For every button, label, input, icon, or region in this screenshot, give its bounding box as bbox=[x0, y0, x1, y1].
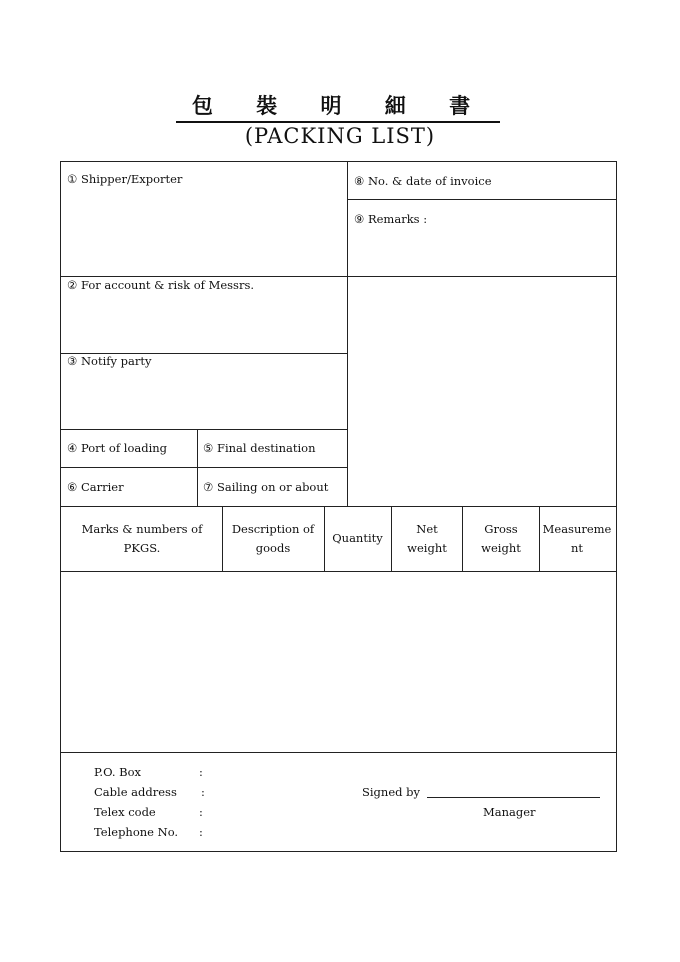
invoice-label: ⑧ No. & date of invoice bbox=[354, 174, 492, 188]
header-measurement: Measurement bbox=[542, 521, 612, 555]
header-gross-weight: Gross weight bbox=[481, 521, 521, 555]
header-quantity: Quantity bbox=[332, 531, 383, 545]
divider-table-header-bottom bbox=[60, 571, 617, 572]
sailing-label: ⑦ Sailing on or about bbox=[203, 480, 329, 494]
final-destination-label: ⑤ Final destination bbox=[203, 441, 316, 455]
signed-by-label: Signed by bbox=[362, 785, 421, 799]
signature-line bbox=[427, 797, 600, 798]
notify-label: ③ Notify party bbox=[67, 354, 152, 368]
cable-address-label: Cable address bbox=[94, 785, 177, 799]
col-divider-5 bbox=[539, 506, 540, 571]
header-marks: Marks & numbers of PKGS. bbox=[81, 521, 203, 555]
carrier-label: ⑥ Carrier bbox=[67, 480, 124, 494]
port-loading-label: ④ Port of loading bbox=[67, 441, 168, 455]
cable-address-colon: : bbox=[201, 785, 205, 799]
divider-port-destination bbox=[197, 429, 198, 506]
title-english: (PACKING LIST) bbox=[244, 124, 436, 148]
divider-invoice-remarks bbox=[347, 199, 617, 200]
telephone-colon: : bbox=[199, 825, 203, 839]
divider-shipper-account bbox=[60, 276, 617, 277]
telephone-label: Telephone No. bbox=[94, 825, 179, 839]
divider-left-right bbox=[347, 161, 348, 506]
po-box-label: P.O. Box bbox=[94, 765, 141, 779]
col-divider-3 bbox=[391, 506, 392, 571]
remarks-label: ⑨ Remarks : bbox=[354, 212, 428, 226]
col-divider-4 bbox=[462, 506, 463, 571]
divider-port-carrier bbox=[60, 467, 347, 468]
divider-notify-port bbox=[60, 429, 347, 430]
manager-label: Manager bbox=[483, 805, 536, 819]
title-underline bbox=[176, 121, 500, 123]
account-label: ② For account & risk of Messrs. bbox=[67, 278, 255, 292]
header-net-weight: Net weight bbox=[407, 521, 447, 555]
telex-code-label: Telex code bbox=[94, 805, 156, 819]
header-description: Description of goods bbox=[231, 521, 315, 555]
telex-code-colon: : bbox=[199, 805, 203, 819]
col-divider-1 bbox=[222, 506, 223, 571]
shipper-label: ① Shipper/Exporter bbox=[67, 172, 183, 186]
title-chinese: 包 裝 明 細 書 bbox=[191, 93, 489, 118]
divider-footer-top bbox=[60, 752, 617, 753]
col-divider-2 bbox=[324, 506, 325, 571]
po-box-colon: : bbox=[199, 765, 203, 779]
